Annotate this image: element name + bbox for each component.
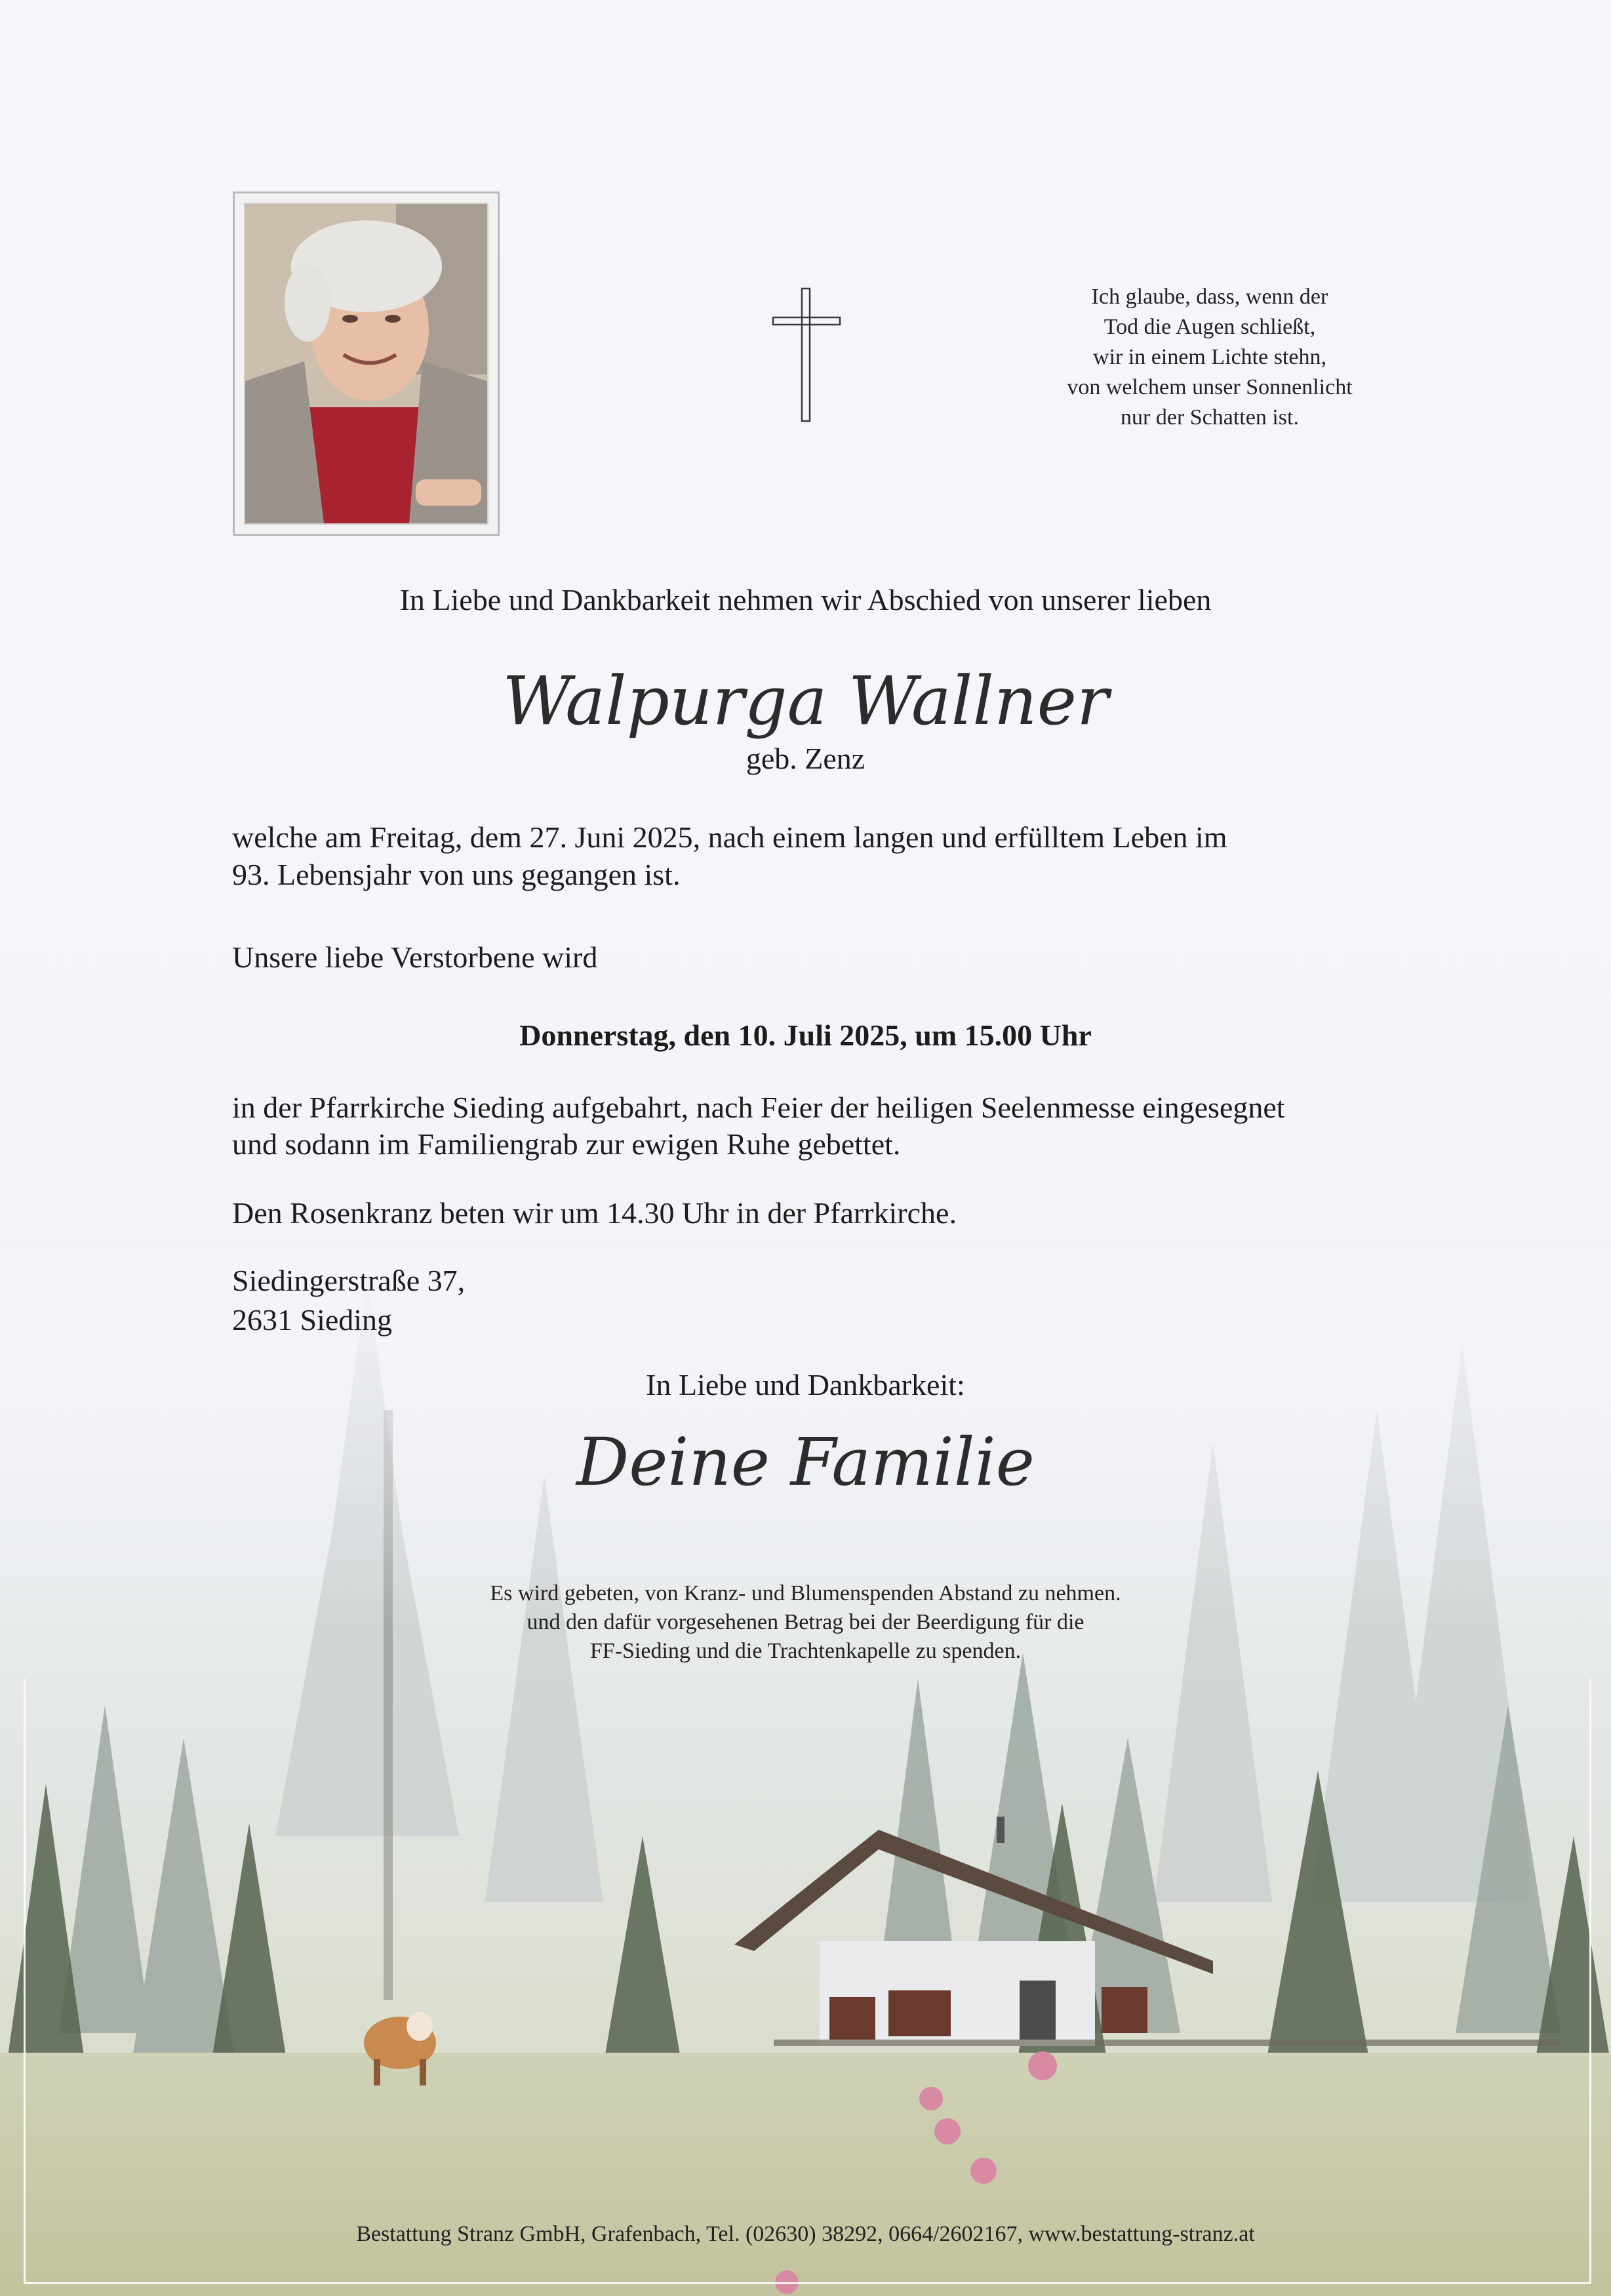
donation-line: und den dafür vorgesehenen Betrag bei der Beerdigung für die xyxy=(527,1610,1084,1634)
intro-text: In Liebe und Dankbarkeit nehmen wir Abschied von unserer lieben xyxy=(399,583,1212,616)
funeral-intro: Unsere liebe Verstorbene wird xyxy=(232,940,598,974)
quote-line: Ich glaube, dass, wenn der xyxy=(1091,285,1328,309)
funeral-date: Donnerstag, den 10. Juli 2025, um 15.00 Uhr xyxy=(519,1018,1092,1052)
rosary-text: Den Rosenkranz beten wir um 14.30 Uhr in der Pfarrkirche. xyxy=(232,1196,957,1230)
cross-icon xyxy=(770,287,843,424)
donation-line: FF-Sieding und die Trachtenkapelle zu spenden. xyxy=(589,1639,1022,1663)
quote-line: nur der Schatten ist. xyxy=(1121,405,1299,430)
death-text-line1: welche am Freitag, dem 27. Juni 2025, nach einem langen und erfülltem Leben im xyxy=(232,820,1227,854)
portrait-photo-frame xyxy=(233,191,500,536)
birth-name: geb. Zenz xyxy=(746,742,865,775)
funeral-text-line2: und sodann im Familiengrab zur ewigen Ruhe gebettet. xyxy=(232,1127,901,1161)
family-signature: Deine Familie xyxy=(576,1424,1035,1500)
donation-line: Es wird gebeten, von Kranz- und Blumenspenden Abstand zu nehmen. xyxy=(490,1581,1121,1605)
decorative-frame-border xyxy=(24,1679,1591,2284)
address-street: Siedingerstraße 37, xyxy=(232,1264,466,1297)
funeral-text-line1: in der Pfarrkirche Sieding aufgebahrt, nach Feier der heiligen Seelenmesse eingesegnet xyxy=(232,1091,1285,1124)
funeral-home-footer: Bestattung Stranz GmbH, Grafenbach, Tel. (02630) 38292, 0664/2602167, www.bestattung-stranz.at xyxy=(356,2222,1255,2246)
closing-text: In Liebe und Dankbarkeit: xyxy=(646,1368,965,1401)
portrait-photo xyxy=(244,203,488,525)
address-city: 2631 Sieding xyxy=(232,1303,393,1337)
quote-line: von welchem unser Sonnenlicht xyxy=(1067,375,1353,399)
memorial-quote xyxy=(997,282,1423,433)
quote-line: wir in einem Lichte stehn, xyxy=(1093,345,1326,369)
deceased-name: Walpurga Wallner xyxy=(502,662,1109,740)
quote-line: Tod die Augen schließt, xyxy=(1104,315,1316,339)
death-text-line2: 93. Lebensjahr von uns gegangen ist. xyxy=(232,858,681,891)
